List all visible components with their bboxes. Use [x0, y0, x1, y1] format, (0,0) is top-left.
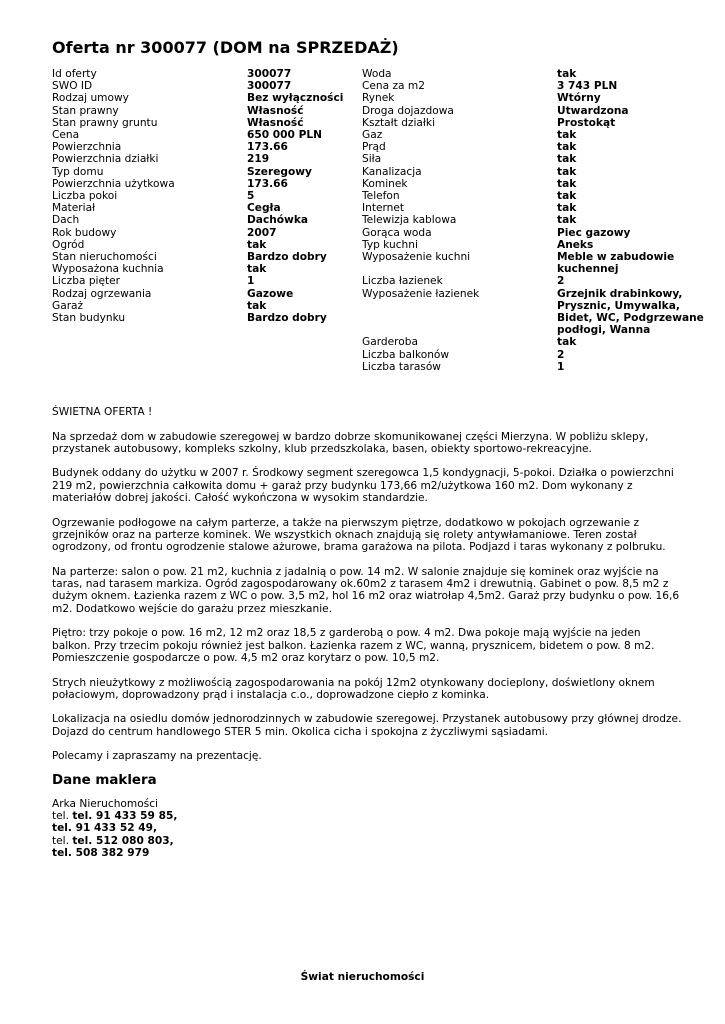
- description-paragraph: Na sprzedaż dom w zabudowie szeregowej w bardzo dobrze skomunikowanej części Mierzyna. W pobliżu sklepy, przystanek autobusowy, kompleks szkolny, klub przedszkolaka, basen, obiekty sportowo-rekreacyjne.: [52, 430, 649, 455]
- property-value: 173.66: [247, 141, 288, 154]
- property-value: Meble w zabudowie kuchennej: [557, 251, 675, 276]
- property-label: Liczba tarasów: [362, 360, 441, 373]
- property-value: 650 000 PLN: [247, 129, 322, 142]
- agent-phone: tel. 91 433 59 85,: [72, 810, 178, 823]
- property-label: Rok budowy: [52, 226, 117, 239]
- property-value: Cegła: [247, 202, 281, 215]
- footer-brand: Świat nieruchomości: [300, 971, 425, 983]
- property-row: [362, 68, 722, 80]
- property-row: [362, 202, 722, 214]
- property-value: Bardzo dobry: [247, 251, 327, 264]
- agent-phone: tel. 91 433 52 49,: [52, 822, 158, 835]
- property-row: [52, 92, 352, 104]
- property-row: [362, 166, 722, 178]
- property-label: SWO ID: [52, 80, 93, 93]
- property-row: [362, 227, 722, 239]
- agent-phone-line: [52, 847, 177, 859]
- property-row: [362, 141, 722, 153]
- property-label: Rynek: [362, 92, 395, 105]
- property-row: [52, 300, 352, 312]
- property-label: Powierzchnia: [52, 141, 122, 154]
- property-label: Id oferty: [52, 68, 97, 80]
- property-label: Stan prawny: [52, 104, 119, 117]
- property-value: 219: [247, 153, 270, 166]
- description-paragraph: Ogrzewanie podłogowe na całym parterze, a także na pierwszym piętrze, dodatkowo w pokojach ogrzewanie z grzejników oraz na parterze kominek. We wszystkich oknach znajdują się rolety antywłamaniowe. Teren został ogrodzony, od frontu ogrodzenie stalowe ażurowe, brama garażowa na pilota. Podjazd i taras wykonany z polbruku.: [52, 516, 666, 554]
- property-label: Kominek: [362, 177, 408, 190]
- property-value: tak: [557, 214, 577, 227]
- property-label: Rodzaj umowy: [52, 92, 129, 105]
- property-label: Prąd: [362, 141, 386, 154]
- property-label: Liczba łazienek: [362, 275, 443, 288]
- property-row: [52, 178, 352, 190]
- property-value: tak: [557, 153, 577, 166]
- property-row: [362, 92, 722, 104]
- agent-phone: tel. 508 382 979: [52, 846, 150, 859]
- property-row: [362, 336, 722, 348]
- property-row: [362, 239, 722, 251]
- property-row: [362, 80, 722, 92]
- property-label: Gaz: [362, 129, 383, 142]
- property-row: [362, 117, 722, 129]
- agent-phone-line: [52, 810, 177, 822]
- property-value: 2: [557, 275, 565, 288]
- property-row: [52, 141, 352, 153]
- properties-left: [52, 68, 352, 324]
- property-value: Grzejnik drabinkowy, Prysznic, Umywalka, Bidet, WC, Podgrzewane podłogi, Wanna: [557, 287, 704, 337]
- property-label: Materiał: [52, 202, 96, 215]
- agent-details: [52, 798, 177, 859]
- property-value: Wtórny: [557, 92, 601, 105]
- property-label: Stan nieruchomości: [52, 251, 157, 264]
- description-paragraph: Na parterze: salon o pow. 21 m2, kuchnia z jadalnią o pow. 14 m2. W salonie znajduje się kominek oraz wyjście na taras, nad tarasem markiza. Ogród zagospodarowany ok.60m2 z tarasem 4m2 i drewutnią. Gabinet o pow. 8,5 m2 z dużym oknem. Łazienka razem z WC o pow. 3,5 m2, hol 16 m2 oraz wiatrołap 4,5m2. Garaż przy budynku o pow. 16,6 m2. Dodatkowo wejście do garażu przez mieszkanie.: [52, 565, 680, 615]
- property-row: [52, 275, 352, 287]
- property-label: Telefon: [362, 190, 400, 203]
- description-paragraph: Strych nieużytkowy z możliwością zagospodarowania na pokój 12m2 otynkowany docieplony, doświetlony oknem połaciowym, doprowadzony prąd i instalacja c.o., doprowadzone ciepło z kominka.: [52, 676, 655, 701]
- description-paragraph: Lokalizacja na osiedlu domów jednorodzinnych w zabudowie szeregowej. Przystanek autobusowy przy głównej drodze. Dojazd do centrum handlowego STER 5 min. Okolica cicha i spokojna z życzliwymi sąsiadami.: [52, 713, 682, 738]
- property-row: [362, 153, 722, 165]
- agent-phone: tel. 512 080 803,: [72, 834, 174, 847]
- property-value: tak: [557, 68, 577, 80]
- property-row: [52, 80, 352, 92]
- property-row: [52, 105, 352, 117]
- property-row: [52, 68, 352, 80]
- property-value: tak: [247, 299, 267, 312]
- page-title: Oferta nr 300077 (DOM na SPRZEDAŻ): [52, 38, 399, 57]
- property-value: tak: [557, 165, 577, 178]
- property-row: [52, 214, 352, 226]
- property-label: Wyposażenie łazienek: [362, 287, 480, 300]
- description-paragraph: ŚWIETNA OFERTA !: [52, 406, 153, 418]
- property-value: tak: [247, 263, 267, 276]
- property-label: Dach: [52, 214, 80, 227]
- property-label: Liczba pokoi: [52, 190, 118, 203]
- property-row: [362, 190, 722, 202]
- property-label: Rodzaj ogrzewania: [52, 287, 152, 300]
- agent-phone-line: [52, 835, 177, 847]
- property-label: Telewizja kablowa: [362, 214, 457, 227]
- property-row: [362, 178, 722, 190]
- agent-company: Arka Nieruchomości: [52, 798, 158, 810]
- property-label: Stan budynku: [52, 312, 126, 325]
- property-row: [52, 117, 352, 129]
- property-row: [362, 349, 722, 361]
- property-row: [52, 202, 352, 214]
- agent-heading: Dane maklera: [52, 773, 157, 788]
- property-label: Internet: [362, 202, 405, 215]
- property-value: Dachówka: [247, 214, 309, 227]
- property-value: 2: [557, 348, 565, 361]
- property-row: [362, 129, 722, 141]
- property-value: Prostokąt: [557, 116, 616, 129]
- property-row: [52, 288, 352, 300]
- property-label: Kształt działki: [362, 116, 436, 129]
- property-value: 2007: [247, 226, 277, 239]
- property-row: [52, 312, 352, 324]
- property-label: Powierzchnia użytkowa: [52, 177, 175, 190]
- property-label: Ogród: [52, 238, 85, 251]
- property-value: 300077: [247, 80, 292, 93]
- property-label: Droga dojazdowa: [362, 104, 454, 117]
- property-label: Gorąca woda: [362, 226, 432, 239]
- description-paragraph: Budynek oddany do użytku w 2007 r. Środkowy segment szeregowca 1,5 kondygnacji, 5-pokoi. Działka o powierzchni 219 m2, powierzchnia całkowita domu + garaż przy budynku 173,66 m2/użytkowa 160 m2. Dom wykonany z materiałów dobrej jakości. Całość wykończona w wysokim standardzie.: [52, 467, 674, 505]
- property-value: 3 743 PLN: [557, 80, 618, 93]
- property-value: Utwardzona: [557, 104, 629, 117]
- property-value: Własność: [247, 116, 304, 129]
- property-label: Typ kuchni: [362, 238, 418, 251]
- property-row: [362, 251, 722, 275]
- property-row: [52, 251, 352, 263]
- property-value: tak: [557, 202, 577, 215]
- property-value: 1: [247, 275, 255, 288]
- property-value: tak: [557, 336, 577, 349]
- property-value: 300077: [247, 68, 292, 80]
- agent-phone-line: [52, 822, 177, 834]
- property-row: [52, 129, 352, 141]
- property-value: tak: [557, 129, 577, 142]
- property-label: Liczba pięter: [52, 275, 121, 288]
- property-label: Typ domu: [52, 165, 104, 178]
- property-row: [362, 275, 722, 287]
- property-label: Wyposażenie kuchni: [362, 251, 471, 264]
- property-label: Garaż: [52, 299, 84, 312]
- property-value: Piec gazowy: [557, 226, 631, 239]
- property-row: [52, 190, 352, 202]
- property-value: tak: [557, 141, 577, 154]
- property-value: tak: [557, 177, 577, 190]
- property-value: tak: [557, 190, 577, 203]
- property-value: tak: [247, 238, 267, 251]
- tel-prefix: tel.: [52, 810, 69, 823]
- property-value: Szeregowy: [247, 165, 312, 178]
- property-label: Stan prawny gruntu: [52, 116, 158, 129]
- property-label: Cena: [52, 129, 80, 142]
- property-value: 173.66: [247, 177, 288, 190]
- tel-prefix: tel.: [52, 834, 69, 847]
- property-row: [362, 214, 722, 226]
- property-row: [52, 263, 352, 275]
- description-paragraph: Polecamy i zapraszamy na prezentację.: [52, 750, 262, 763]
- property-label: Powierzchnia działki: [52, 153, 159, 166]
- property-label: Wyposażona kuchnia: [52, 263, 164, 276]
- property-row: [52, 239, 352, 251]
- property-value: 5: [247, 190, 255, 203]
- property-row: [362, 361, 722, 373]
- property-row: [52, 166, 352, 178]
- property-value: Bardzo dobry: [247, 312, 327, 325]
- property-value: Bez wyłączności: [247, 92, 344, 105]
- property-row: [362, 288, 722, 337]
- property-label: Garderoba: [362, 336, 418, 349]
- property-label: Woda: [362, 68, 392, 80]
- properties-right: [362, 68, 722, 373]
- property-row: [362, 105, 722, 117]
- property-label: Liczba balkonów: [362, 348, 450, 361]
- property-row: [52, 227, 352, 239]
- property-label: Cena za m2: [362, 80, 425, 93]
- property-value: Aneks: [557, 238, 594, 251]
- property-label: Siła: [362, 153, 382, 166]
- property-row: [52, 153, 352, 165]
- property-value: Własność: [247, 104, 304, 117]
- description-paragraph: Piętro: trzy pokoje o pow. 16 m2, 12 m2 oraz 18,5 z garderobą o pow. 4 m2. Dwa pokoje mają wyjście na jeden balkon. Przy trzecim pokoju również jest balkon. Łazienka razem z WC, wanną, prysznicem, bidetem o pow. 8 m2. Pomieszczenie gospodarcze o pow. 4,5 m2 oraz korytarz o pow. 10,5 m2.: [52, 627, 655, 664]
- property-value: 1: [557, 360, 565, 373]
- property-label: Kanalizacja: [362, 165, 422, 178]
- property-value: Gazowe: [247, 287, 294, 300]
- description: [52, 406, 682, 775]
